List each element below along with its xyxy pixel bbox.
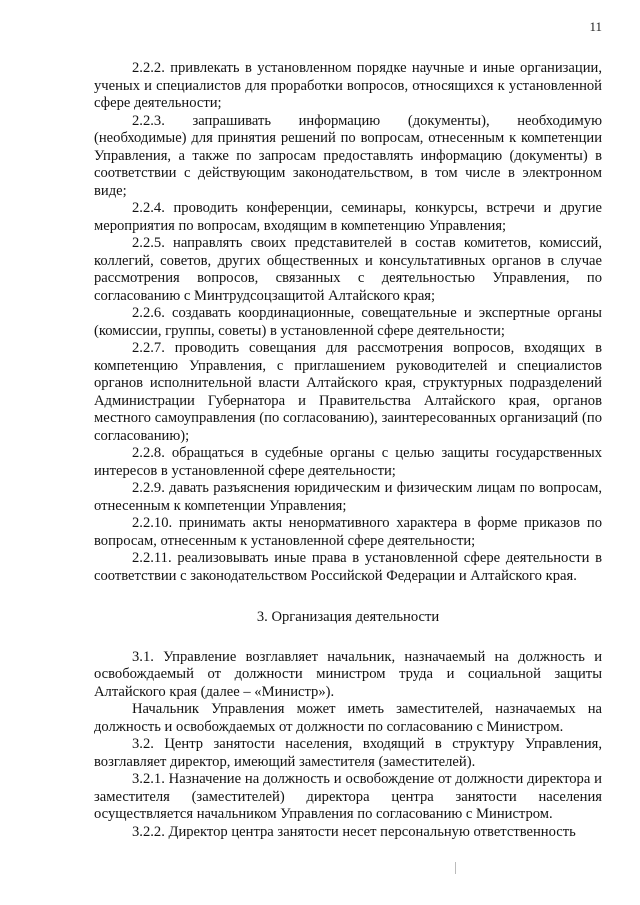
paragraph-3-2-1: 3.2.1. Назначение на должность и освобождение от должности директора и заместителя (заместителей) директора центра занятости населения осуществляется начальником Управления по согласованию с Министром.	[94, 771, 602, 822]
paragraph-2-2-4: 2.2.4. проводить конференции, семинары, конкурсы, встречи и другие мероприятия по вопросам, входящим в компетенцию Управления;	[94, 200, 602, 234]
paragraph-2-2-11: 2.2.11. реализовывать иные права в установленной сфере деятельности в соответствии с законодательством Российской Федерации и Алтайского края.	[94, 550, 602, 584]
paragraph-deputies: Начальник Управления может иметь заместителей, назначаемых на должность и освобождаемых от должности по согласованию с Министром.	[94, 701, 602, 735]
page-number: 11	[589, 19, 602, 34]
paragraph-2-2-9: 2.2.9. давать разъяснения юридическим и физическим лицам по вопросам, отнесенным к компетенции Управления;	[94, 480, 602, 514]
section-title: 3. Организация деятельности	[256, 609, 440, 625]
paragraph-3-2-2: 3.2.2. Директор центра занятости несет персональную ответственность	[132, 823, 576, 840]
paragraph-2-2-5: 2.2.5. направлять своих представителей в состав комитетов, комиссий, коллегий, советов, других общественных и консультативных органов в случае рассмотрения вопросов, связанных с деятельностью Управления, по согласованию с Минтрудсоцзащитой Алтайского края;	[94, 235, 602, 304]
paragraph-2-2-6: 2.2.6. создавать координационные, совещательные и экспертные органы (комиссии, группы, советы) в установленной сфере деятельности;	[94, 305, 602, 339]
scan-artifact-mark	[455, 862, 456, 874]
paragraph-2-2-3: 2.2.3. запрашивать информацию (документы), необходимую (необходимые) для принятия решений по вопросам, отнесенным к компетенции Управления, а также по запросам предоставлять информацию (документы) в соответствии с действующим законодательством, в том числе в электронном виде;	[94, 112, 602, 199]
paragraph-3-1: 3.1. Управление возглавляет начальник, назначаемый на должность и освобождаемый от должности министром труда и социальной защиты Алтайского края (далее – «Министр»).	[94, 648, 602, 700]
paragraph-2-2-8: 2.2.8. обращаться в судебные органы с целью защиты государственных интересов в установленной сфере деятельности;	[94, 445, 602, 479]
paragraph-3-2: 3.2. Центр занятости населения, входящий в структуру Управления, возглавляет директор, имеющий заместителя (заместителей).	[94, 736, 602, 770]
paragraph-2-2-10: 2.2.10. принимать акты ненормативного характера в форме приказов по вопросам, отнесенным к установленной сфере деятельности;	[94, 515, 602, 549]
paragraph-2-2-2: 2.2.2. привлекать в установленном порядке научные и иные организации, ученых и специалистов для проработки вопросов, относящихся к установленной сфере деятельности;	[94, 60, 602, 111]
document-body	[94, 60, 602, 841]
paragraph-2-2-7: 2.2.7. проводить совещания для рассмотрения вопросов, входящих в компетенцию Управления, с приглашением руководителей и специалистов органов исполнительной власти Алтайского края, структурных подразделений Администрации Губернатора и Правительства Алтайского края, органов местного самоуправления (по согласованию), заинтересованных организаций (по согласованию);	[94, 340, 602, 444]
